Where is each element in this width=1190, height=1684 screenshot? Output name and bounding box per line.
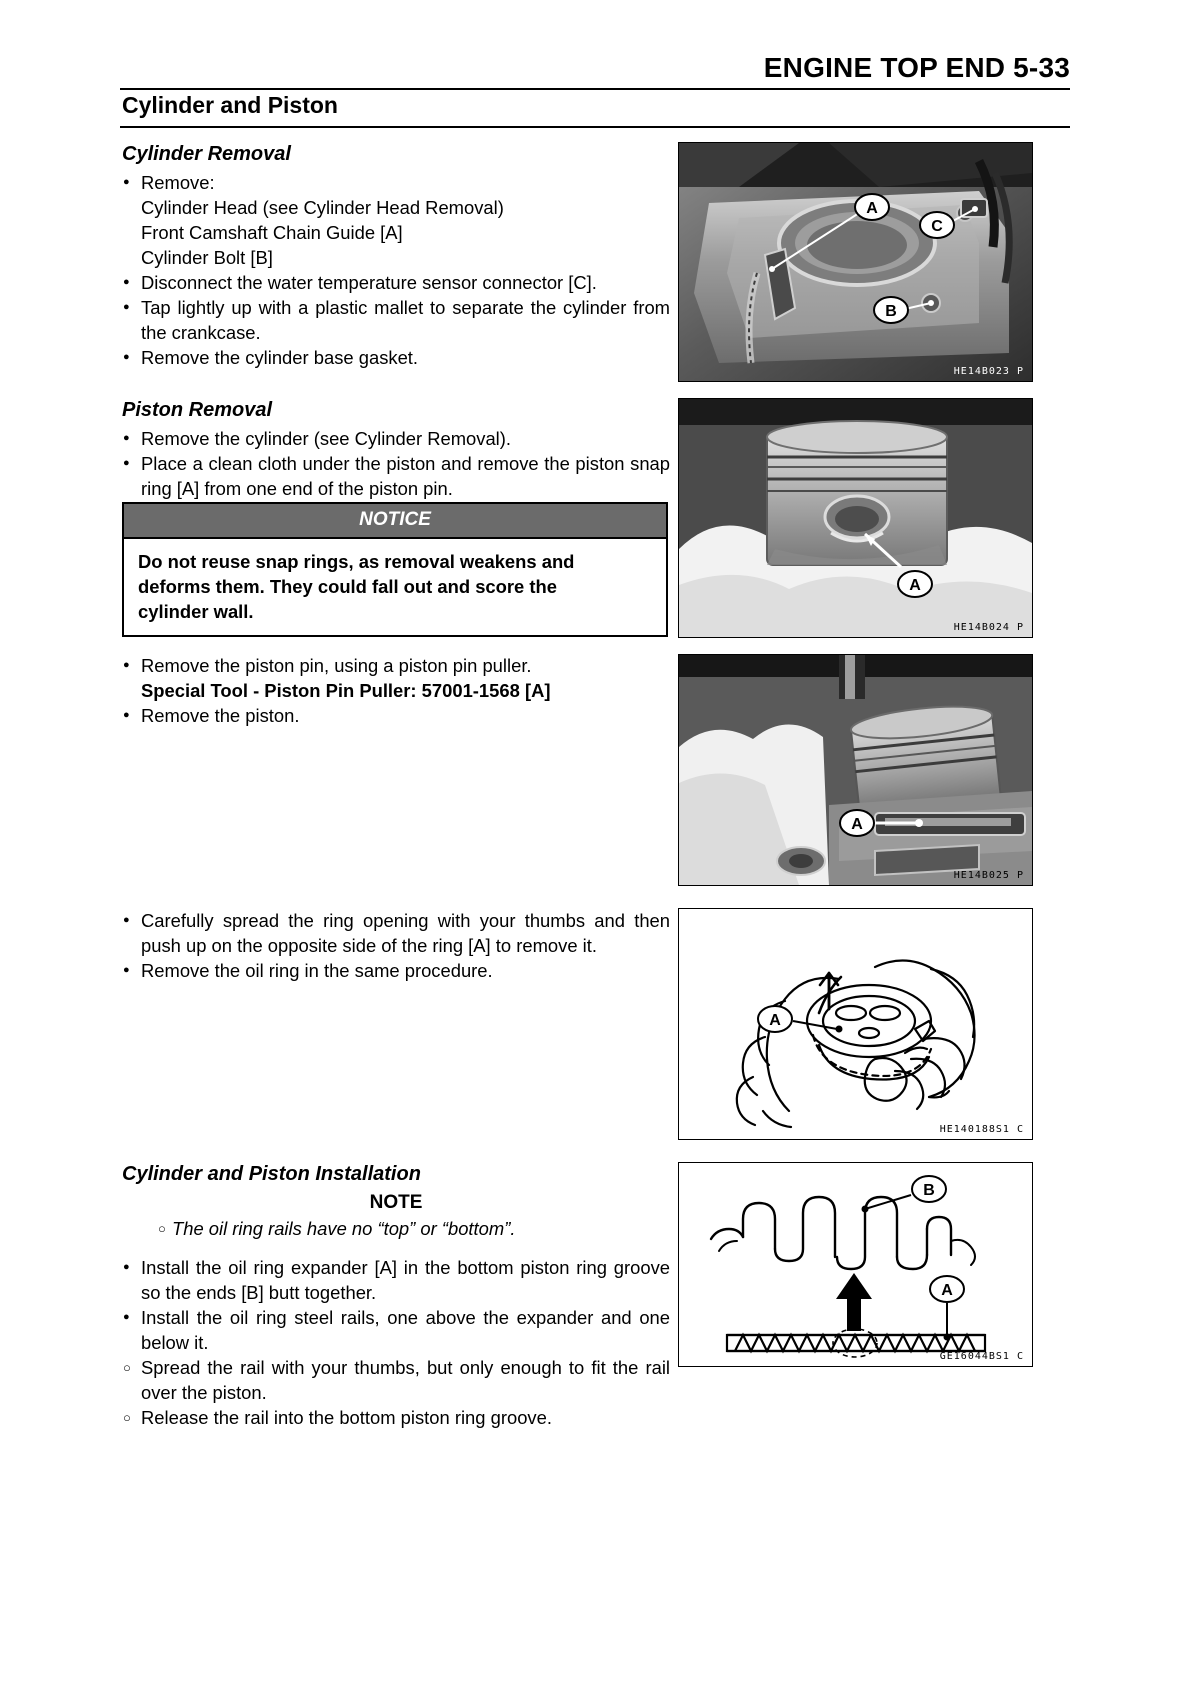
cylinder-removal-block <box>122 142 670 370</box>
notice-label: NOTICE <box>124 504 666 539</box>
list-item: Front Camshaft Chain Guide [A] <box>141 222 403 243</box>
list-item: Cylinder Bolt [B] <box>141 247 273 268</box>
notice-line-2: deforms them. They could fall out and score the <box>138 576 557 597</box>
cylinder-removal-heading: Cylinder Removal <box>122 143 291 165</box>
piston-pin-block <box>122 653 670 728</box>
cylinder-removal-photo <box>679 143 1032 381</box>
svg-text:A: A <box>769 1012 781 1029</box>
page-header: ENGINE TOP END 5-33 <box>763 52 1070 83</box>
note-label: NOTE <box>369 1192 423 1213</box>
installation-heading: Cylinder and Piston Installation <box>122 1163 421 1185</box>
figure-code: HE14B025 P <box>953 870 1024 881</box>
figure-cylinder-removal <box>678 142 1033 382</box>
list-item: ● Remove the cylinder (see Cylinder Removal). <box>122 426 670 451</box>
list-item: ● Remove the piston. <box>122 703 670 728</box>
list-item: ● Remove: <box>122 170 670 195</box>
list-item: ● Remove the piston pin, using a piston pin puller. <box>122 653 670 678</box>
notice-line-1: Do not reuse snap rings, as removal weakens and <box>138 551 575 572</box>
figure-piston-pin-puller <box>678 654 1033 886</box>
list-item: ● Remove the oil ring in the same procedure. <box>122 958 670 983</box>
cylinder-removal-list <box>122 170 670 370</box>
piston-removal-list <box>122 426 670 501</box>
callout-a <box>930 1276 964 1302</box>
svg-text:A: A <box>866 200 878 217</box>
notice-text <box>124 539 666 635</box>
svg-text:C: C <box>931 218 943 235</box>
figure-code: HE140188S1 C <box>939 1124 1024 1135</box>
list-item: ○ Release the rail into the bottom piston ring groove. <box>122 1405 670 1430</box>
piston-removal-block <box>122 398 670 501</box>
ring-removal-drawing <box>679 909 1032 1139</box>
piston-removal-heading: Piston Removal <box>122 399 273 421</box>
callout-a <box>855 194 889 220</box>
piston-pin-puller-photo <box>679 655 1032 885</box>
callout-a <box>758 1006 792 1032</box>
list-item: ● Install the oil ring steel rails, one above the expander and one below it. <box>122 1305 670 1355</box>
list-item: ● Place a clean cloth under the piston and remove the piston snap ring [A] from one end of the piston pin. <box>122 451 670 501</box>
list-item: ● Carefully spread the ring opening with your thumbs and then push up on the opposite side of the ring [A] to remove it. <box>122 908 670 958</box>
piston-snap-ring-photo <box>679 399 1032 637</box>
installation-list <box>122 1255 670 1430</box>
list-item: ● Disconnect the water temperature sensor connector [C]. <box>122 270 670 295</box>
figure-code: HE14B023 P <box>953 366 1024 377</box>
title-rule <box>120 126 1070 128</box>
piston-remove-list <box>122 703 670 728</box>
page-title: Cylinder and Piston <box>122 92 338 118</box>
notice-line-3: cylinder wall. <box>138 601 254 622</box>
figure-ring-removal <box>678 908 1033 1140</box>
list-item: ● Install the oil ring expander [A] in the bottom piston ring groove so the ends [B] butt together. <box>122 1255 670 1305</box>
svg-text:B: B <box>923 1182 935 1199</box>
figure-oil-ring-expander <box>678 1162 1033 1367</box>
list-item: ● Remove the cylinder base gasket. <box>122 345 670 370</box>
figure-code: HE14B024 P <box>953 622 1024 633</box>
header-rule <box>120 88 1070 90</box>
callout-b <box>912 1176 946 1202</box>
list-item: ● Tap lightly up with a plastic mallet to separate the cylinder from the crankcase. <box>122 295 670 345</box>
ring-removal-block <box>122 908 670 983</box>
ring-removal-list <box>122 908 670 983</box>
installation-block <box>122 1162 670 1430</box>
piston-pin-list <box>122 653 670 678</box>
callout-a <box>840 810 874 836</box>
special-tool-line: Special Tool - Piston Pin Puller: 57001-1568 [A] <box>141 680 551 701</box>
figure-piston-snap-ring <box>678 398 1033 638</box>
svg-text:A: A <box>941 1282 953 1299</box>
callout-a <box>898 571 932 597</box>
svg-text:A: A <box>851 816 863 833</box>
notice-box <box>122 502 668 637</box>
list-item: Cylinder Head (see Cylinder Head Removal) <box>141 197 504 218</box>
callout-c <box>920 212 954 238</box>
svg-text:A: A <box>909 577 921 594</box>
oil-ring-expander-drawing <box>679 1163 1032 1366</box>
list-item: ○ Spread the rail with your thumbs, but only enough to fit the rail over the piston. <box>122 1355 670 1405</box>
note-item: ○ The oil ring rails have no “top” or “bottom”. <box>122 1216 670 1241</box>
figure-code: GE16044BS1 C <box>939 1351 1024 1362</box>
svg-text:B: B <box>885 303 897 320</box>
callout-b <box>874 297 908 323</box>
